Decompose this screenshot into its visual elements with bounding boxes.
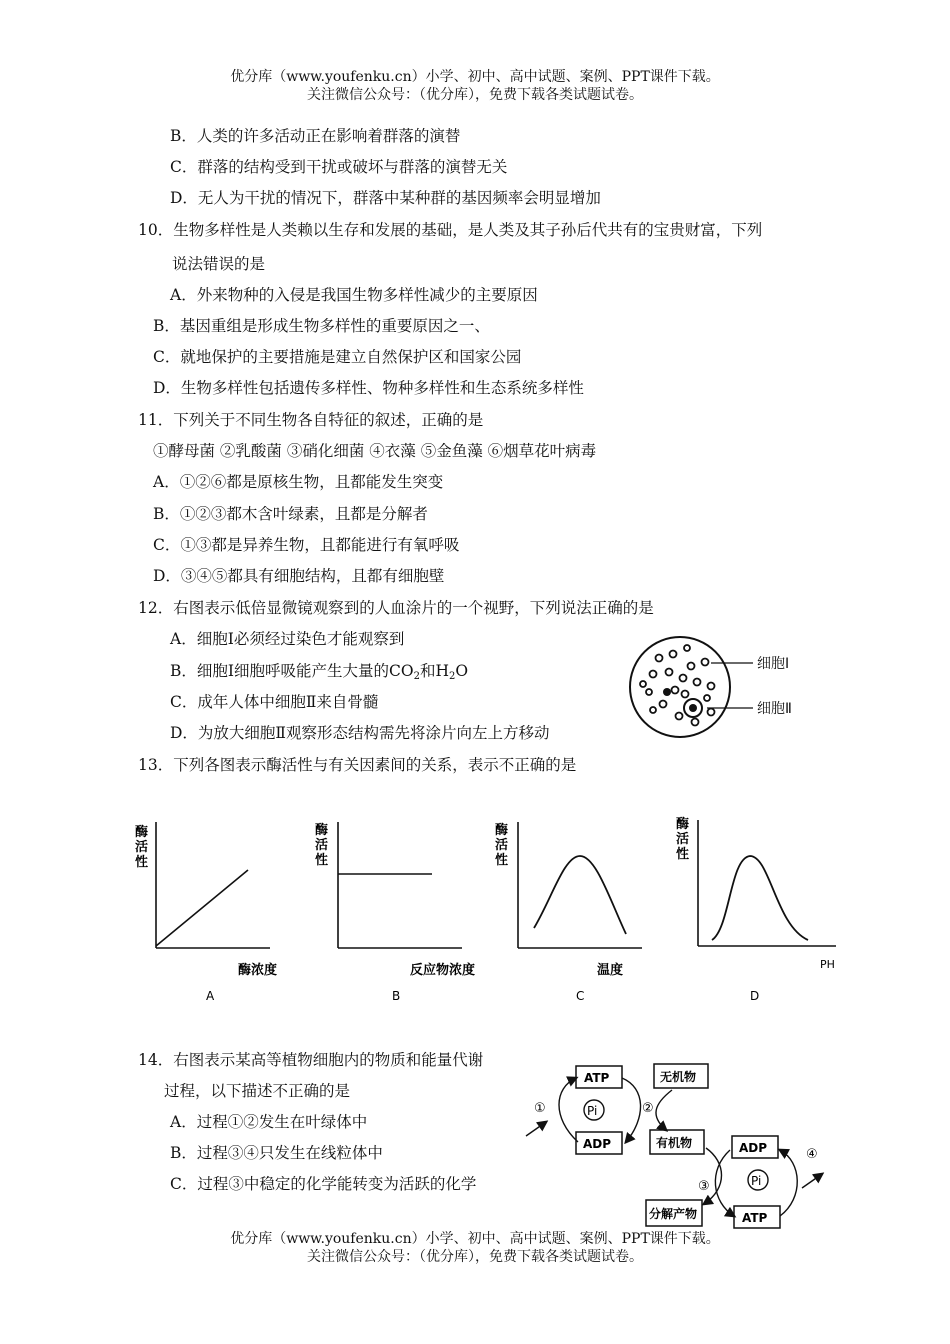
red-blood-cells bbox=[640, 645, 715, 726]
q14-option-b: B．过程③④只发生在线粒体中 bbox=[170, 1144, 383, 1162]
atp-label-top: ATP bbox=[584, 1071, 610, 1085]
x-label: PH bbox=[820, 958, 835, 971]
q10-stem-line-2: 说法错误的是 bbox=[172, 255, 266, 273]
q10-option-d: D．生物多样性包括遗传多样性、物种多样性和生态系统多样性 bbox=[153, 379, 584, 397]
y-label-char-3: 性 bbox=[495, 853, 509, 868]
y-label-char-1: 酶 bbox=[676, 817, 690, 832]
footer-line-1: 优分库（www.youfenku.cn）小学、初中、高中试题、案例、PPT课件下载。 bbox=[230, 1231, 720, 1247]
adp-label-bottom: ADP bbox=[739, 1141, 768, 1155]
q11-option-d: D．③④⑤都具有细胞结构，且都有细胞壁 bbox=[153, 567, 445, 585]
q10-stem-line-1: 10．生物多样性是人类赖以生存和发展的基础，是人类及其子孙后代共有的宝贵财富，下列 bbox=[138, 221, 763, 239]
graph-a bbox=[130, 810, 278, 1010]
atp-label-bottom: ATP bbox=[742, 1211, 768, 1225]
x-label: 温度 bbox=[597, 963, 624, 978]
arrow-atp-to-adp-bottom bbox=[780, 1150, 797, 1216]
process-2-label: ② bbox=[642, 1101, 654, 1116]
y-label-char-3: 性 bbox=[135, 855, 149, 870]
q10-option-b: B．基因重组是形成生物多样性的重要原因之一、 bbox=[153, 317, 490, 335]
y-label-char-2: 活 bbox=[135, 840, 149, 855]
q10-option-c: C．就地保护的主要措施是建立自然保护区和国家公园 bbox=[153, 348, 522, 366]
q12-option-d: D．为放大细胞Ⅱ观察形态结构需先将涂片向左上方移动 bbox=[170, 724, 550, 742]
peak-curve bbox=[534, 856, 626, 934]
products-label: 分解产物 bbox=[649, 1207, 698, 1221]
y-label-char-2: 活 bbox=[676, 832, 690, 847]
label-cell-1: 细胞Ⅰ bbox=[757, 656, 790, 672]
q13-stem: 13．下列各图表示酶活性与有关因素间的关系，表示不正确的是 bbox=[138, 756, 577, 774]
y-label-char-3: 性 bbox=[315, 853, 329, 868]
graph-letter: A bbox=[206, 989, 215, 1003]
arrow-organic-to-products bbox=[704, 1148, 722, 1204]
x-label: 反应物浓度 bbox=[410, 963, 476, 978]
header-line-1: 优分库（www.youfenku.cn）小学、初中、高中试题、案例、PPT课件下载。 bbox=[230, 69, 720, 85]
footer-line-2: 关注微信公众号：（优分库），免费下载各类试题试卷。 bbox=[307, 1249, 643, 1265]
q14-option-a: A．过程①②发生在叶绿体中 bbox=[170, 1113, 368, 1131]
label-cell-2: 细胞Ⅱ bbox=[757, 701, 792, 717]
graph-b bbox=[312, 810, 492, 1010]
light-input-arrow bbox=[526, 1122, 546, 1136]
q11-option-a: A．①②⑥都是原核生物，且都能发生突变 bbox=[153, 473, 444, 491]
y-label-char-1: 酶 bbox=[495, 823, 509, 838]
q9-option-d: D．无人为干扰的情况下，群落中某种群的基因频率会明显增加 bbox=[170, 189, 601, 207]
graph-letter: D bbox=[750, 989, 760, 1003]
pi-label-bottom: Pi bbox=[751, 1174, 762, 1188]
q11-organism-list: ①酵母菌 ②乳酸菌 ③硝化细菌 ④衣藻 ⑤金鱼藻 ⑥烟草花叶病毒 bbox=[153, 442, 597, 460]
x-label: 酶浓度 bbox=[238, 963, 278, 978]
energy-output-arrow bbox=[802, 1174, 822, 1188]
process-1-label: ① bbox=[534, 1101, 546, 1116]
arrow-atp-to-adp bbox=[622, 1078, 641, 1142]
y-label-char-2: 活 bbox=[315, 838, 329, 853]
adp-label-top: ADP bbox=[583, 1137, 612, 1151]
stained-cell bbox=[663, 688, 671, 696]
organic-label: 有机物 bbox=[656, 1136, 693, 1150]
q10-option-a: A．外来物种的入侵是我国生物多样性减少的主要原因 bbox=[170, 286, 538, 304]
y-label-char-1: 酶 bbox=[315, 823, 329, 838]
y-label-char-3: 性 bbox=[676, 847, 690, 862]
inorganic-label: 无机物 bbox=[660, 1070, 697, 1084]
graph-d bbox=[672, 808, 842, 1008]
q14-option-c: C．过程③中稳定的化学能转变为活跃的化学 bbox=[170, 1175, 477, 1193]
process-3-label: ③ bbox=[698, 1179, 710, 1194]
q11-stem: 11．下列关于不同生物各自特征的叙述，正确的是 bbox=[138, 411, 484, 429]
q11-option-b: B．①②③都木含叶绿素，且都是分解者 bbox=[153, 505, 428, 523]
q12-option-b: B．细胞Ⅰ细胞呼吸能产生大量的$CO_2$和$H_2O$ bbox=[170, 662, 469, 682]
header-line-2: 关注微信公众号：（优分库），免费下载各类试题试卷。 bbox=[307, 87, 643, 103]
arrow-adp-to-atp bbox=[559, 1078, 578, 1142]
graph-letter: B bbox=[392, 989, 401, 1003]
arrow-inorganic-to-organic bbox=[656, 1090, 672, 1130]
q14-stem-line-2: 过程，以下描述不正确的是 bbox=[164, 1082, 351, 1100]
blood-smear-figure bbox=[625, 632, 825, 742]
q9-option-b: B．人类的许多活动正在影响着群落的演替 bbox=[170, 127, 461, 145]
graph-c bbox=[492, 810, 652, 1010]
graph-letter: C bbox=[576, 989, 585, 1003]
q9-option-c: C．群落的结构受到干扰或破坏与群落的演替无关 bbox=[170, 158, 508, 176]
q12-option-a: A．细胞Ⅰ必须经过染色才能观察到 bbox=[170, 630, 405, 648]
white-blood-cell bbox=[684, 699, 702, 717]
linear-curve bbox=[156, 870, 248, 946]
process-4-label: ④ bbox=[806, 1147, 818, 1162]
q11-option-c: C．①③都是异养生物，且都能进行有氧呼吸 bbox=[153, 536, 460, 554]
q14-stem-line-1: 14．右图表示某高等植物细胞内的物质和能量代谢 bbox=[138, 1051, 484, 1069]
atp-cycle-diagram bbox=[522, 1058, 842, 1234]
peak-curve bbox=[712, 856, 808, 940]
q12-option-c: C．成年人体中细胞Ⅱ来自骨髓 bbox=[170, 693, 379, 711]
q12-stem: 12．右图表示低倍显微镜观察到的人血涂片的一个视野，下列说法正确的是 bbox=[138, 599, 654, 617]
y-label-char-2: 活 bbox=[495, 838, 509, 853]
pi-label-top: Pi bbox=[587, 1104, 598, 1118]
y-label-char-1: 酶 bbox=[135, 825, 149, 840]
